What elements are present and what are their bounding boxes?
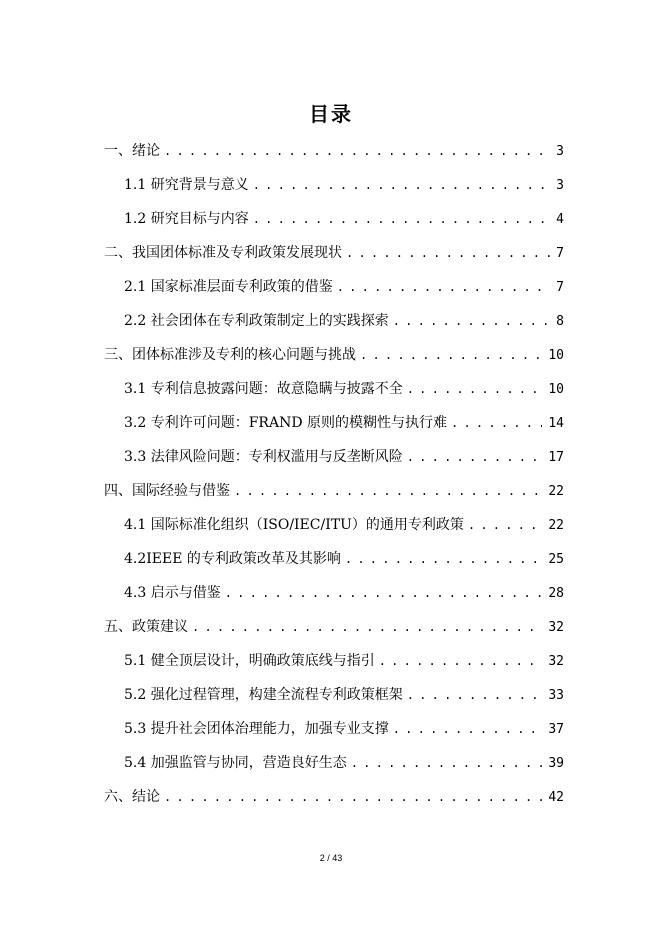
toc-entry-label: 4.2IEEE 的专利政策改革及其影响	[124, 551, 341, 567]
toc-entry-page-number: 3	[556, 178, 564, 193]
toc-entry-page-number: 3	[556, 144, 564, 159]
dot-leader	[351, 752, 543, 774]
toc-entry-label: 2.1 国家标准层面专利政策的借鉴	[124, 279, 333, 295]
toc-entry-page-number: 8	[556, 314, 564, 329]
dot-leader	[407, 684, 543, 706]
toc-entry-label: 5.2 强化过程管理，构建全流程专利政策框架	[124, 687, 403, 703]
toc-entry[interactable]	[104, 140, 564, 162]
toc-entry[interactable]	[124, 276, 564, 298]
toc-entry-page-number: 7	[556, 246, 564, 261]
dot-leader	[393, 718, 543, 740]
toc-entry[interactable]	[124, 718, 564, 740]
toc-entry[interactable]	[124, 446, 564, 468]
toc-entry[interactable]	[104, 242, 564, 264]
dot-leader	[253, 208, 550, 230]
dot-leader	[345, 548, 542, 570]
toc-entry-page-number: 7	[556, 280, 564, 295]
toc-entry-page-number: 28	[548, 586, 564, 601]
toc-entry[interactable]	[104, 786, 564, 808]
toc-entry-label: 5.1 健全顶层设计，明确政策底线与指引	[124, 653, 375, 669]
toc-entry-label: 3.2 专利许可问题：FRAND 原则的模糊性与执行难	[124, 415, 448, 431]
toc-entry-page-number: 42	[548, 790, 564, 805]
dot-leader	[451, 412, 542, 434]
toc-entry[interactable]	[124, 378, 564, 400]
toc-entry[interactable]	[124, 548, 564, 570]
dot-leader	[468, 514, 542, 536]
toc-entry[interactable]	[104, 480, 564, 502]
dot-leader	[253, 174, 550, 196]
toc-entry-label: 5.4 加强监管与协同，营造良好生态	[124, 755, 347, 771]
toc-entry-page-number: 22	[548, 484, 564, 499]
toc-entry-label: 3.1 专利信息披露问题：故意隐瞒与披露不全	[124, 381, 403, 397]
toc-entry-page-number: 33	[548, 688, 564, 703]
toc-entry-label: 三、团体标准涉及专利的核心问题与挑战	[104, 347, 356, 363]
toc-entry-label: 六、结论	[104, 789, 160, 805]
toc-entry-page-number: 10	[548, 382, 564, 397]
toc-title: 目录	[309, 102, 353, 126]
toc-entry[interactable]	[124, 752, 564, 774]
toc-entry-label: 一、绪论	[104, 143, 160, 159]
toc-entry[interactable]	[124, 174, 564, 196]
toc-entry-label: 2.2 社会团体在专利政策制定上的实践探索	[124, 313, 389, 329]
toc-entry-label: 1.1 研究背景与意义	[124, 177, 249, 193]
toc-entry[interactable]	[124, 208, 564, 230]
toc-entry-label: 4.1 国际标准化组织（ISO/IEC/ITU）的通用专利政策	[124, 517, 464, 533]
toc-entry-label: 二、我国团体标准及专利政策发展现状	[104, 245, 342, 261]
toc-entry-page-number: 37	[548, 722, 564, 737]
toc-entry-page-number: 32	[548, 654, 564, 669]
dot-leader	[407, 446, 543, 468]
toc-entry[interactable]	[124, 514, 564, 536]
toc-entry-page-number: 4	[556, 212, 564, 227]
dot-leader	[407, 378, 543, 400]
dot-leader	[346, 242, 550, 264]
dot-leader	[192, 616, 542, 638]
toc-entry[interactable]	[124, 650, 564, 672]
toc-entry-label: 4.3 启示与借鉴	[124, 585, 221, 601]
toc-entry[interactable]	[124, 310, 564, 332]
toc-entry-page-number: 14	[548, 416, 564, 431]
toc-entry[interactable]	[104, 344, 564, 366]
toc-entry-label: 四、国际经验与借鉴	[104, 483, 230, 499]
page-indicator: 2 / 43	[319, 853, 343, 863]
dot-leader	[360, 344, 542, 366]
toc-entry[interactable]	[124, 684, 564, 706]
toc-entry-label: 五、政策建议	[104, 619, 188, 635]
toc-entry-label: 5.3 提升社会团体治理能力，加强专业支撑	[124, 721, 389, 737]
toc-entry[interactable]	[104, 616, 564, 638]
dot-leader	[164, 786, 542, 808]
dot-leader	[164, 140, 550, 162]
dot-leader	[393, 310, 550, 332]
toc-entry-page-number: 10	[548, 348, 564, 363]
toc-entry[interactable]	[124, 412, 564, 434]
dot-leader	[234, 480, 542, 502]
dot-leader	[337, 276, 550, 298]
toc-entry-page-number: 17	[548, 450, 564, 465]
dot-leader	[225, 582, 543, 604]
toc-entry-page-number: 32	[548, 620, 564, 635]
toc-entry-label: 3.3 法律风险问题：专利权滥用与反垄断风险	[124, 449, 403, 465]
toc-entry-label: 1.2 研究目标与内容	[124, 211, 249, 227]
toc-entry-page-number: 25	[548, 552, 564, 567]
toc-entry-page-number: 39	[548, 756, 564, 771]
dot-leader	[379, 650, 543, 672]
toc-entry-page-number: 22	[548, 518, 564, 533]
toc-entry[interactable]	[124, 582, 564, 604]
